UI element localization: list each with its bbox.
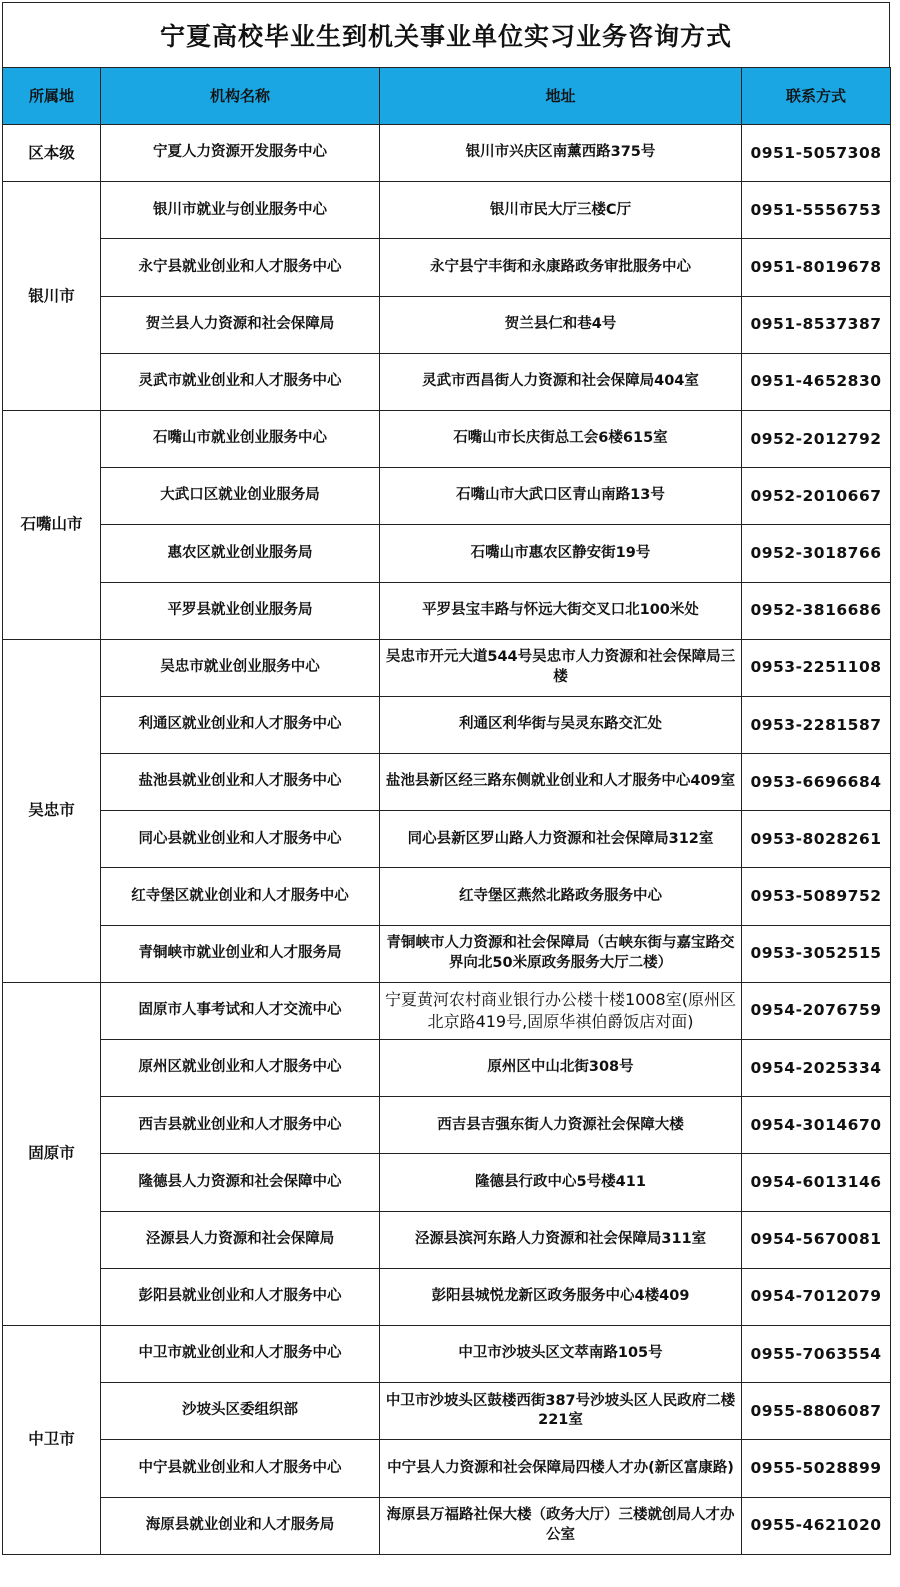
org-name-cell: 同心县就业创业和人才服务中心 (101, 811, 380, 868)
phone-cell: 0953-5089752 (742, 868, 891, 925)
table-row (3, 1211, 891, 1268)
phone-cell: 0953-2281587 (742, 696, 891, 753)
table-row (3, 468, 891, 525)
phone-cell: 0954-2076759 (742, 982, 891, 1039)
phone-cell: 0951-5057308 (742, 125, 891, 182)
org-name-cell: 大武口区就业创业服务局 (101, 468, 380, 525)
phone-cell: 0955-5028899 (742, 1440, 891, 1497)
region-cell: 固原市 (3, 982, 101, 1325)
org-name-cell: 隆德县人力资源和社会保障中心 (101, 1154, 380, 1211)
phone-cell: 0953-2251108 (742, 639, 891, 696)
table-row (3, 582, 891, 639)
address-cell: 利通区利华街与吴灵东路交汇处 (380, 696, 742, 753)
org-name-cell: 沙坡头区委组织部 (101, 1383, 380, 1440)
header-org: 机构名称 (101, 68, 380, 125)
address-cell: 石嘴山市大武口区青山南路13号 (380, 468, 742, 525)
address-cell: 银川市民大厅三楼C厅 (380, 182, 742, 239)
table-row (3, 296, 891, 353)
table-row (3, 868, 891, 925)
table-header-row (3, 68, 891, 125)
address-cell: 西吉县吉强东街人力资源社会保障大楼 (380, 1097, 742, 1154)
address-cell: 中卫市沙坡头区鼓楼西街387号沙坡头区人民政府二楼221室 (380, 1383, 742, 1440)
region-cell: 中卫市 (3, 1325, 101, 1554)
address-cell: 盐池县新区经三路东侧就业创业和人才服务中心409室 (380, 754, 742, 811)
address-cell: 贺兰县仁和巷4号 (380, 296, 742, 353)
table-row (3, 754, 891, 811)
phone-cell: 0953-3052515 (742, 925, 891, 982)
address-cell: 永宁县宁丰街和永康路政务审批服务中心 (380, 239, 742, 296)
org-name-cell: 海原县就业创业和人才服务局 (101, 1497, 380, 1554)
table-row (3, 182, 891, 239)
region-cell: 石嘴山市 (3, 410, 101, 639)
table-row (3, 1497, 891, 1554)
table-row (3, 811, 891, 868)
address-cell: 中宁县人力资源和社会保障局四楼人才办(新区富康路) (380, 1440, 742, 1497)
table-row (3, 696, 891, 753)
table-row (3, 125, 891, 182)
table-row (3, 1040, 891, 1097)
org-name-cell: 原州区就业创业和人才服务中心 (101, 1040, 380, 1097)
phone-cell: 0954-6013146 (742, 1154, 891, 1211)
table-body (3, 125, 891, 1555)
region-cell: 银川市 (3, 182, 101, 411)
address-cell: 泾源县滨河东路人力资源和社会保障局311室 (380, 1211, 742, 1268)
org-name-cell: 青铜峡市就业创业和人才服务局 (101, 925, 380, 982)
org-name-cell: 灵武市就业创业和人才服务中心 (101, 353, 380, 410)
address-cell: 海原县万福路社保大楼（政务大厅）三楼就创局人才办公室 (380, 1497, 742, 1554)
address-cell: 隆德县行政中心5号楼411 (380, 1154, 742, 1211)
phone-cell: 0953-6696684 (742, 754, 891, 811)
phone-cell: 0954-2025334 (742, 1040, 891, 1097)
org-name-cell: 惠农区就业创业服务局 (101, 525, 380, 582)
table-row (3, 1154, 891, 1211)
phone-cell: 0953-8028261 (742, 811, 891, 868)
org-name-cell: 彭阳县就业创业和人才服务中心 (101, 1268, 380, 1325)
org-name-cell: 盐池县就业创业和人才服务中心 (101, 754, 380, 811)
org-name-cell: 西吉县就业创业和人才服务中心 (101, 1097, 380, 1154)
table-row (3, 1325, 891, 1382)
table-row (3, 1383, 891, 1440)
phone-cell: 0951-4652830 (742, 353, 891, 410)
org-name-cell: 利通区就业创业和人才服务中心 (101, 696, 380, 753)
phone-cell: 0955-7063554 (742, 1325, 891, 1382)
org-name-cell: 固原市人事考试和人才交流中心 (101, 982, 380, 1039)
table-row (3, 410, 891, 467)
phone-cell: 0952-2012792 (742, 410, 891, 467)
address-cell: 吴忠市开元大道544号吴忠市人力资源和社会保障局三楼 (380, 639, 742, 696)
org-name-cell: 宁夏人力资源开发服务中心 (101, 125, 380, 182)
table-row (3, 1097, 891, 1154)
address-cell: 银川市兴庆区南薰西路375号 (380, 125, 742, 182)
org-name-cell: 永宁县就业创业和人才服务中心 (101, 239, 380, 296)
phone-cell: 0954-5670081 (742, 1211, 891, 1268)
table-row (3, 982, 891, 1039)
table-row (3, 639, 891, 696)
org-name-cell: 银川市就业与创业服务中心 (101, 182, 380, 239)
phone-cell: 0952-3018766 (742, 525, 891, 582)
org-name-cell: 石嘴山市就业创业服务中心 (101, 410, 380, 467)
phone-cell: 0951-5556753 (742, 182, 891, 239)
region-cell: 吴忠市 (3, 639, 101, 982)
org-name-cell: 中卫市就业创业和人才服务中心 (101, 1325, 380, 1382)
address-cell: 同心县新区罗山路人力资源和社会保障局312室 (380, 811, 742, 868)
address-cell: 石嘴山市长庆街总工会6楼615室 (380, 410, 742, 467)
org-name-cell: 吴忠市就业创业服务中心 (101, 639, 380, 696)
table-row (3, 353, 891, 410)
phone-cell: 0952-2010667 (742, 468, 891, 525)
phone-cell: 0951-8537387 (742, 296, 891, 353)
contact-table (2, 67, 891, 1555)
org-name-cell: 中宁县就业创业和人才服务中心 (101, 1440, 380, 1497)
document (2, 2, 890, 1555)
address-cell: 平罗县宝丰路与怀远大街交叉口北100米处 (380, 582, 742, 639)
table-row (3, 1268, 891, 1325)
phone-cell: 0955-4621020 (742, 1497, 891, 1554)
org-name-cell: 平罗县就业创业服务局 (101, 582, 380, 639)
header-region: 所属地 (3, 68, 101, 125)
page-title: 宁夏高校毕业生到机关事业单位实习业务咨询方式 (2, 2, 890, 67)
header-address: 地址 (380, 68, 742, 125)
header-phone: 联系方式 (742, 68, 891, 125)
address-cell: 石嘴山市惠农区静安街19号 (380, 525, 742, 582)
table-row (3, 925, 891, 982)
phone-cell: 0952-3816686 (742, 582, 891, 639)
org-name-cell: 红寺堡区就业创业和人才服务中心 (101, 868, 380, 925)
org-name-cell: 泾源县人力资源和社会保障局 (101, 1211, 380, 1268)
address-cell: 灵武市西昌街人力资源和社会保障局404室 (380, 353, 742, 410)
table-row (3, 239, 891, 296)
phone-cell: 0954-3014670 (742, 1097, 891, 1154)
address-cell: 中卫市沙坡头区文萃南路105号 (380, 1325, 742, 1382)
address-cell: 青铜峡市人力资源和社会保障局（古峡东街与嘉宝路交界向北50米原政务服务大厅二楼） (380, 925, 742, 982)
table-row (3, 525, 891, 582)
address-cell: 原州区中山北街308号 (380, 1040, 742, 1097)
phone-cell: 0954-7012079 (742, 1268, 891, 1325)
phone-cell: 0955-8806087 (742, 1383, 891, 1440)
table-row (3, 1440, 891, 1497)
address-cell: 彭阳县城悦龙新区政务服务中心4楼409 (380, 1268, 742, 1325)
phone-cell: 0951-8019678 (742, 239, 891, 296)
address-cell: 红寺堡区燕然北路政务服务中心 (380, 868, 742, 925)
org-name-cell: 贺兰县人力资源和社会保障局 (101, 296, 380, 353)
address-cell: 宁夏黄河农村商业银行办公楼十楼1008室(原州区北京路419号,固原华祺伯爵饭店对面) (380, 982, 742, 1039)
region-cell: 区本级 (3, 125, 101, 182)
